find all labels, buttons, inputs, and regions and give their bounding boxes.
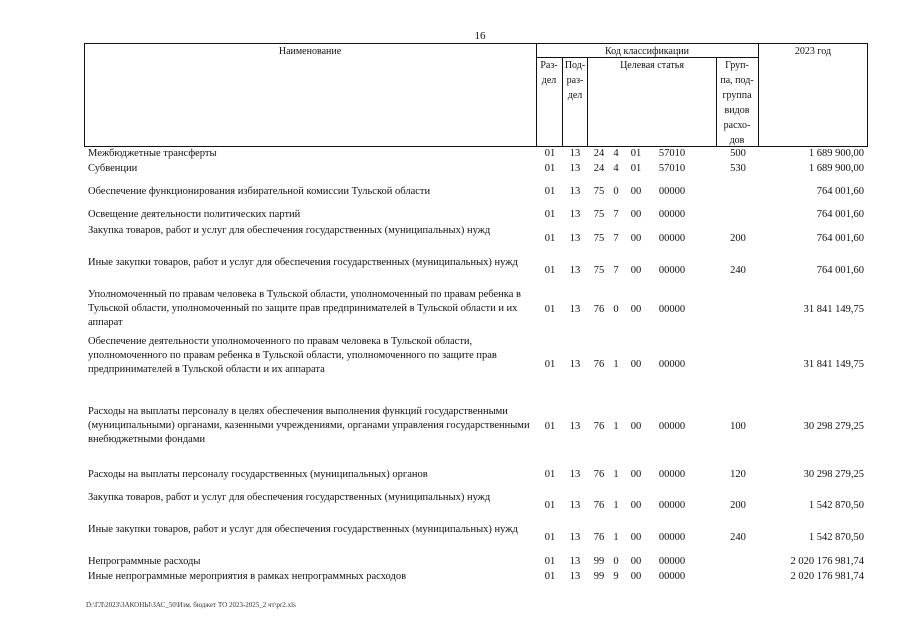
row-sum: 30 298 279,25 [803,469,864,480]
row-name: Иные закупки товаров, работ и услуг для обеспечения государственных (муниципальных) нужд [88,257,518,268]
row-name: Непрограммные расходы [88,556,201,567]
header-razdel: Раз- дел [540,60,558,86]
row-cs-type: 1 [613,469,619,480]
row-cs-program: 75 [593,186,605,197]
row-cs-type: 1 [613,359,619,370]
row-sum: 2 020 176 981,74 [790,571,864,582]
row-cs-program: 76 [593,304,605,315]
row-sum: 30 298 279,25 [803,421,864,432]
row-cs-type: 0 [613,556,619,567]
row-cs-main: 00 [630,209,642,220]
row-sum: 1 689 900,00 [808,148,864,159]
row-podrazdel: 13 [569,359,581,370]
row-vid-rashodov: 200 [730,500,746,511]
row-cs-main: 00 [630,532,642,543]
row-cs-direction: 57010 [658,163,686,174]
row-cs-type: 1 [613,500,619,511]
row-cs-type: 1 [613,532,619,543]
row-cs-main: 00 [630,421,642,432]
row-cs-type: 7 [613,209,619,220]
row-cs-direction: 00000 [658,304,686,315]
row-razdel: 01 [544,421,556,432]
row-razdel: 01 [544,556,556,567]
row-cs-program: 76 [593,359,605,370]
row-name: Иные закупки товаров, работ и услуг для обеспечения государственных (муниципальных) нужд [88,524,518,535]
row-cs-program: 76 [593,532,605,543]
row-vid-rashodov: 500 [730,148,746,159]
row-cs-type: 0 [613,304,619,315]
row-podrazdel: 13 [569,556,581,567]
row-podrazdel: 13 [569,233,581,244]
row-name: Освещение деятельности политических партий [88,209,301,220]
row-vid-rashodov: 240 [730,532,746,543]
row-sum: 764 001,60 [816,186,864,197]
row-cs-main: 00 [630,186,642,197]
row-podrazdel: 13 [569,304,581,315]
row-name: Расходы на выплаты персоналу государственных (муниципальных) органов [88,469,428,480]
row-razdel: 01 [544,186,556,197]
row-cs-direction: 00000 [658,500,686,511]
row-cs-program: 75 [593,233,605,244]
row-razdel: 01 [544,532,556,543]
row-cs-direction: 00000 [658,209,686,220]
row-podrazdel: 13 [569,532,581,543]
row-vid-rashodov: 100 [730,421,746,432]
row-podrazdel: 13 [569,469,581,480]
row-cs-program: 24 [593,163,605,174]
row-cs-direction: 00000 [658,359,686,370]
row-cs-direction: 00000 [658,233,686,244]
row-name: Субвенции [88,163,138,174]
row-cs-main: 00 [630,571,642,582]
row-cs-direction: 00000 [658,571,686,582]
row-sum: 764 001,60 [816,209,864,220]
row-razdel: 01 [544,148,556,159]
row-name: Иные непрограммные мероприятия в рамках непрограммных расходов [88,571,407,582]
row-sum: 31 841 149,75 [803,359,864,370]
row-razdel: 01 [544,571,556,582]
row-cs-direction: 57010 [658,148,686,159]
row-cs-main: 00 [630,265,642,276]
row-cs-type: 7 [613,233,619,244]
row-name: Обеспечение функционирования избирательной комиссии Тульской области [88,186,431,197]
table-header [84,43,868,147]
row-cs-direction: 00000 [658,186,686,197]
row-vid-rashodov: 240 [730,265,746,276]
row-podrazdel: 13 [569,421,581,432]
row-cs-direction: 00000 [658,265,686,276]
row-name: Расходы на выплаты персоналу в целях обеспечения выполнения функций государственными (муниципальными) органами, казенными учреждениями, органами управления государственными внебюджетными фондами [88,406,530,445]
row-cs-program: 75 [593,265,605,276]
row-sum: 1 689 900,00 [808,163,864,174]
row-cs-type: 4 [613,148,619,159]
row-razdel: 01 [544,469,556,480]
row-podrazdel: 13 [569,163,581,174]
row-name: Уполномоченный по правам человека в Тульской области, уполномоченный по правам ребенка в Тульской области, уполномоченный по защите прав предпринимателей в Тульской области и их аппарат [88,289,521,328]
row-cs-main: 00 [630,469,642,480]
row-cs-direction: 00000 [658,469,686,480]
row-cs-program: 99 [593,571,605,582]
row-razdel: 01 [544,265,556,276]
row-sum: 2 020 176 981,74 [790,556,864,567]
row-cs-direction: 00000 [658,532,686,543]
row-podrazdel: 13 [569,186,581,197]
row-cs-main: 00 [630,500,642,511]
row-cs-direction: 00000 [658,556,686,567]
file-path-footer: D:\ГЛ\2023\ЗАКОНЫ\ЗАС_50\Изм. бюджет ТО 2023-2025_2 чт\pr2.xls [86,601,296,609]
row-razdel: 01 [544,233,556,244]
row-cs-type: 4 [613,163,619,174]
row-razdel: 01 [544,209,556,220]
row-sum: 764 001,60 [816,233,864,244]
row-cs-type: 1 [613,421,619,432]
row-cs-direction: 00000 [658,421,686,432]
row-podrazdel: 13 [569,571,581,582]
row-cs-program: 24 [593,148,605,159]
page-number: 16 [474,30,486,42]
row-razdel: 01 [544,304,556,315]
row-sum: 31 841 149,75 [803,304,864,315]
row-cs-main: 00 [630,556,642,567]
row-cs-type: 0 [613,186,619,197]
row-razdel: 01 [544,163,556,174]
row-name: Межбюджетные трансферты [88,148,217,159]
row-sum: 1 542 870,50 [808,532,864,543]
row-vid-rashodov: 120 [730,469,746,480]
row-vid-rashodov: 200 [730,233,746,244]
row-cs-program: 75 [593,209,605,220]
row-sum: 764 001,60 [816,265,864,276]
row-name: Обеспечение деятельности уполномоченного по правам человека в Тульской области, уполномоченного по правам ребенка в Тульской области, уполномоченного по защите прав предпринимателей в Тульской области и их аппарата [88,336,497,375]
header-celevaya-statya: Целевая статья [620,60,684,71]
row-podrazdel: 13 [569,265,581,276]
row-cs-main: 01 [630,148,642,159]
row-podrazdel: 13 [569,500,581,511]
header-podrazdel: Под- раз- дел [564,60,586,101]
row-cs-main: 00 [630,233,642,244]
row-sum: 1 542 870,50 [808,500,864,511]
row-cs-main: 00 [630,304,642,315]
header-right-border [867,43,868,147]
row-cs-program: 76 [593,500,605,511]
row-name: Закупка товаров, работ и услуг для обеспечения государственных (муниципальных) нужд [88,225,491,236]
row-razdel: 01 [544,500,556,511]
row-cs-main: 01 [630,163,642,174]
row-cs-program: 76 [593,469,605,480]
header-kod-klassifikacii: Код классификации [604,46,690,57]
row-vid-rashodov: 530 [730,163,746,174]
row-cs-type: 7 [613,265,619,276]
header-year: 2023 год [794,46,832,57]
row-podrazdel: 13 [569,209,581,220]
row-cs-type: 9 [613,571,619,582]
row-cs-program: 99 [593,556,605,567]
row-name: Закупка товаров, работ и услуг для обеспечения государственных (муниципальных) нужд [88,492,491,503]
row-cs-main: 00 [630,359,642,370]
row-razdel: 01 [544,359,556,370]
row-podrazdel: 13 [569,148,581,159]
header-gruppa-vidov: Груп- па, под- группа видов расхо- дов [720,60,754,146]
row-cs-program: 76 [593,421,605,432]
header-naimenovanie: Наименование [278,46,342,57]
